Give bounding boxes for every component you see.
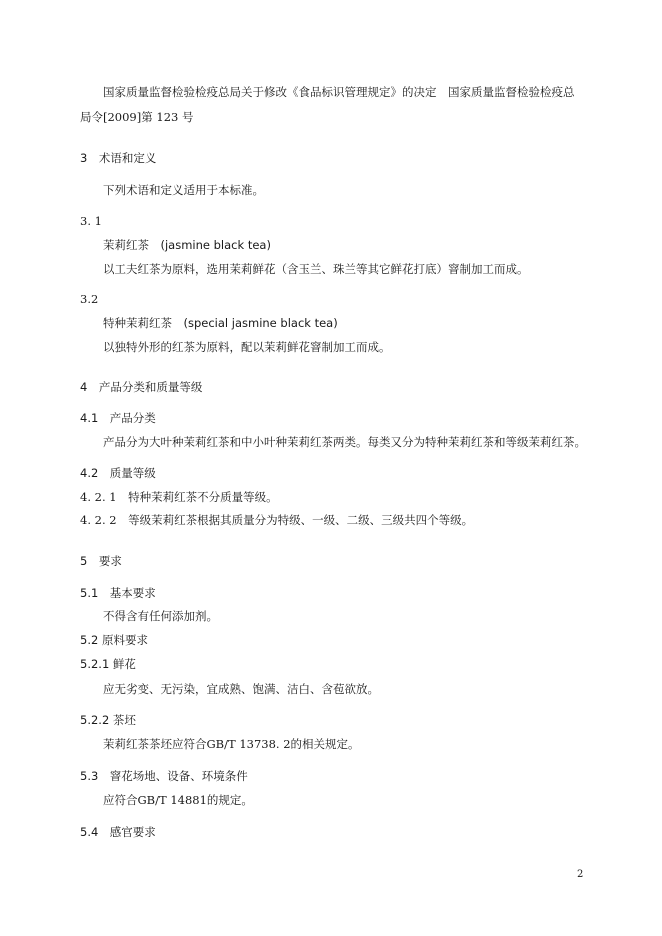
term-3-1-name: 茉莉红茶 (jasmine black tea) [103,238,271,252]
section-5-2-1-heading: 5.2.1 鲜花 [80,657,136,671]
term-3-2-number: 3.2 [80,292,99,306]
page-number: 2 [577,869,584,880]
section-4-2-heading: 4.2 质量等级 [80,466,156,480]
term-3-2-name: 特种茉莉红茶 (special jasmine black tea) [103,316,338,330]
section-5-heading: 5 要求 [80,554,122,568]
section-5-1-text: 不得含有任何添加剂。 [103,609,218,623]
section-4-2-1: 4. 2. 1 特种茉莉红茶不分质量等级。 [80,490,278,504]
section-4-2-2: 4. 2. 2 等级茉莉红茶根据其质量分为特级、一级、二级、三级共四个等级。 [80,513,474,527]
section-3-heading: 3 术语和定义 [80,151,157,165]
section-5-1-heading: 5.1 基本要求 [80,586,156,600]
section-5-4-heading: 5.4 感官要求 [80,825,156,839]
section-5-3-text: 应符合GB/T 14881的规定。 [103,793,253,807]
term-3-2-definition: 以独特外形的红茶为原料，配以茉莉鲜花窨制加工而成。 [103,340,391,354]
term-3-1-number: 3. 1 [80,214,102,228]
section-5-2-2-heading: 5.2.2 茶坯 [80,713,136,727]
section-4-heading: 4 产品分类和质量等级 [80,380,203,394]
section-5-2-2-text: 茉莉红茶茶坯应符合GB/T 13738. 2的相关规定。 [103,737,360,751]
reference-line-2: 局令[2009]第 123 号 [80,110,194,124]
section-5-2-1-text: 应无劣变、无污染，宜成熟、饱满、洁白、含苞欲放。 [103,682,379,696]
section-4-1-text: 产品分为大叶种茉莉红茶和中小叶种茉莉红茶两类。每类又分为特种茉莉红茶和等级茉莉红茶。 [103,435,586,449]
section-5-2-heading: 5.2 原料要求 [80,633,148,647]
section-4-1-heading: 4.1 产品分类 [80,411,156,425]
reference-line-1: 国家质量监督检验检疫总局关于修改《食品标识管理规定》的决定 国家质量监督检验检疫总 [103,85,575,99]
section-3-intro: 下列术语和定义适用于本标准。 [103,183,264,197]
section-5-3-heading: 5.3 窨花场地、设备、环境条件 [80,769,248,783]
term-3-1-definition: 以工夫红茶为原料，选用茉莉鲜花（含玉兰、珠兰等其它鲜花打底）窨制加工而成。 [103,262,529,276]
